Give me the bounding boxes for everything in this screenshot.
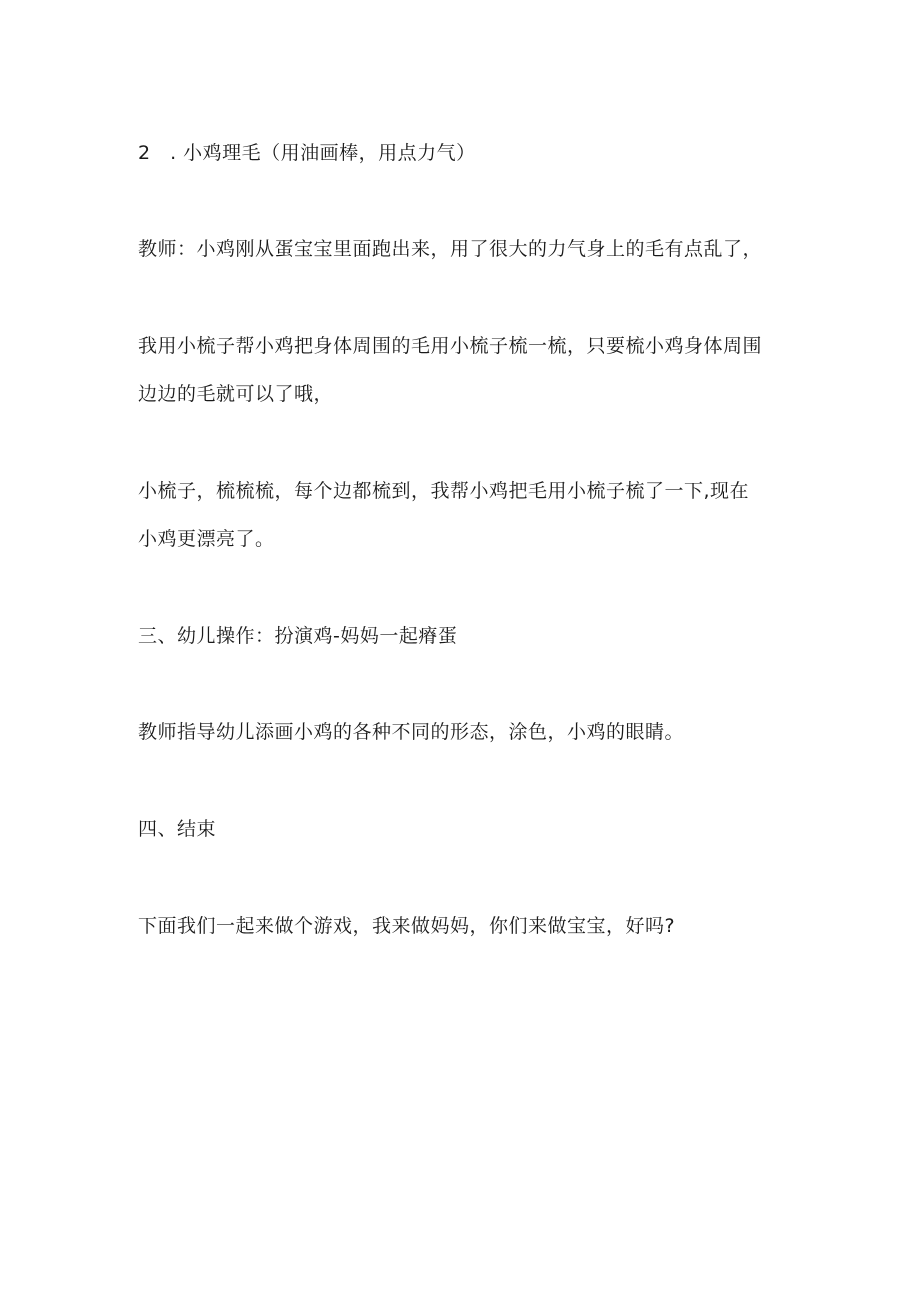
guidance-paragraph: 教师指导幼儿添画小鸡的各种不同的形态，涂色，小鸡的眼睛。: [138, 721, 685, 743]
teacher-paragraph: 教师：小鸡刚从蛋宝宝里面跑出来，用了很大的力气身上的毛有点乱了，: [138, 238, 763, 260]
chant-paragraph-line-1: 小梳子，梳梳梳，每个边都梳到，我帮小鸡把毛用小梳子梳了一下,现在: [138, 480, 750, 502]
chant-paragraph-line-2: 小鸡更漂亮了。: [138, 528, 275, 550]
section-4-heading: 四、结束: [138, 818, 217, 840]
comb-paragraph-line-1: 我用小梳子帮小鸡把身体周围的毛用小梳子梳一梳，只要梳小鸡身体周围: [138, 335, 763, 357]
section-3-heading: 三、幼儿操作：扮演鸡-妈妈一起瘠蛋: [138, 625, 458, 647]
comb-paragraph-line-2: 边边的毛就可以了哦，: [138, 383, 334, 405]
closing-paragraph: 下面我们一起来做个游戏，我来做妈妈，你们来做宝宝，好吗?: [138, 915, 676, 937]
item-2-heading: 2 . 小鸡理毛（用油画棒，用点力气）: [138, 142, 476, 164]
